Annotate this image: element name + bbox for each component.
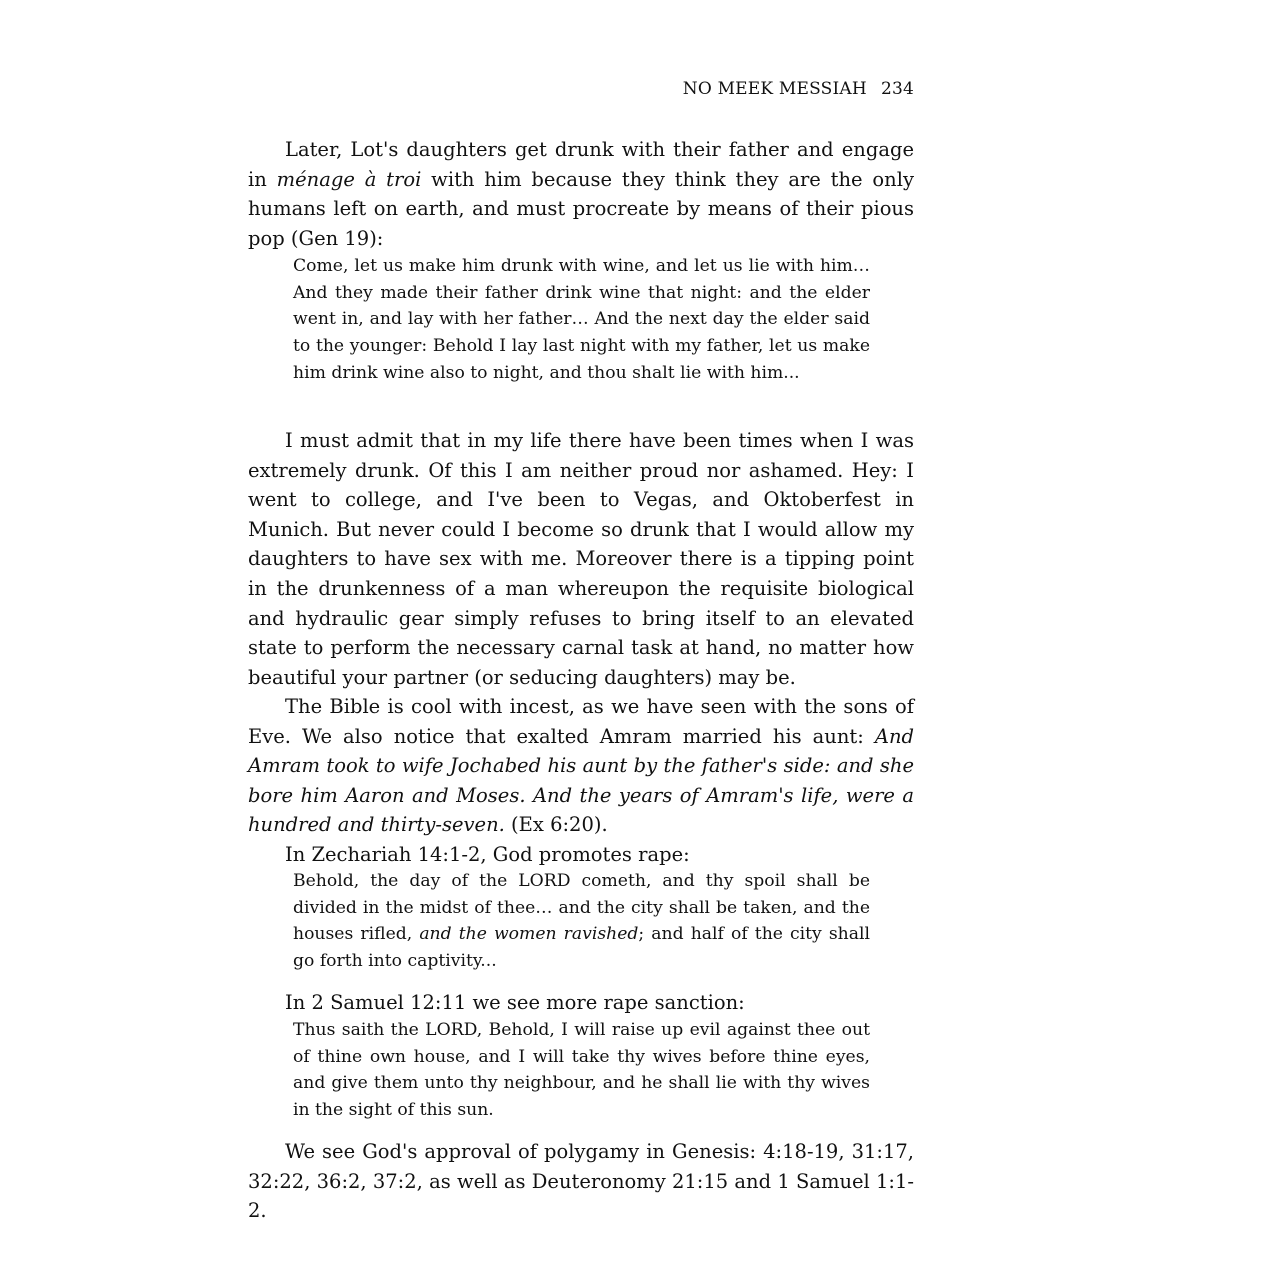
paragraph-drunk — [248, 426, 914, 692]
paragraph-text-part: Later, Lot's daughters get drunk with their father and engage in — [248, 138, 914, 191]
block-quote-2-samuel: Thus saith the LORD, Behold, I will raise up evil against thee out of thine own house, and I will take thy wives before thine eyes, and give them unto thy neighbour, and he shall lie with thy wives in the sight of this sun. — [293, 1020, 870, 1121]
paragraph-text — [248, 135, 914, 253]
paragraph-polygamy — [248, 1137, 914, 1226]
block-quote-zechariah — [293, 868, 870, 975]
paragraph-zechariah-intro — [248, 840, 914, 870]
quote-text-part: Behold, the day of the LORD cometh, and thy spoil shall be divided in the midst of thee… and the city shall be taken, and the houses rifled, — [293, 871, 870, 945]
italic-scripture: And Amram took to wife Jochabed his aunt by the father's side: and she bore him Aaron and Moses. And the years of Amram's life, were a hundred and thirty-seven. — [248, 724, 914, 837]
page-number: 234 — [880, 79, 914, 99]
paragraph-text: In 2 Samuel 12:11 we see more rape sanction: — [285, 991, 745, 1014]
paragraph-text: I must admit that in my life there have been times when I was extremely drunk. Of this I am neither proud nor ashamed. Hey: I went to college, and I've been to Vegas, and Oktoberfest in Munich. But never could I become so drunk that I would allow my daughters to have sex with me. Moreover there is a tipping point in the drunkenness of a man whereupon the requisite biological and hydraulic gear simply refuses to bring itself to an elevated state to perform the necessary carnal task at hand, no matter how beautiful your partner (or seducing daughters) may be. — [248, 429, 914, 689]
running-head-title: NO MEEK MESSIAH — [682, 79, 867, 99]
block-quote-genesis-19: Come, let us make him drunk with wine, and let us lie with him… And they made their father drink wine that night: and the elder went in, and lay with her father… And the next day the elder said to the younger: Behold I lay last night with my father, let us make him drink wine also to night, and thou shalt lie with him... — [293, 256, 870, 383]
paragraph-lot-daughters — [248, 135, 914, 253]
paragraph-samuel-intro — [248, 988, 914, 1018]
running-head — [683, 79, 914, 99]
paragraph-text-part: (Ex 6:20). — [504, 813, 608, 837]
quote-text-part: ; and half of the city shall go forth into captivity... — [293, 924, 870, 972]
paragraph-incest — [248, 692, 914, 840]
paragraph-text-part: with him because they think they are the only humans left on earth, and must procreate by means of their pious pop (Gen 19): — [248, 167, 914, 250]
paragraph-text-part: The Bible is cool with incest, as we have seen with the sons of Eve. We also notice that exalted Amram married his aunt: — [248, 695, 914, 748]
paragraph-text — [248, 692, 914, 840]
paragraph-text: We see God's approval of polygamy in Genesis: 4:18-19, 31:17, 32:22, 36:2, 37:2, as well as Deuteronomy 21:15 and 1 Samuel 1:1-2. — [248, 1140, 914, 1223]
paragraph-text: In Zechariah 14:1-2, God promotes rape: — [285, 843, 690, 866]
italic-phrase: ménage à troi — [276, 167, 422, 191]
italic-phrase: and the women ravished — [419, 924, 639, 945]
